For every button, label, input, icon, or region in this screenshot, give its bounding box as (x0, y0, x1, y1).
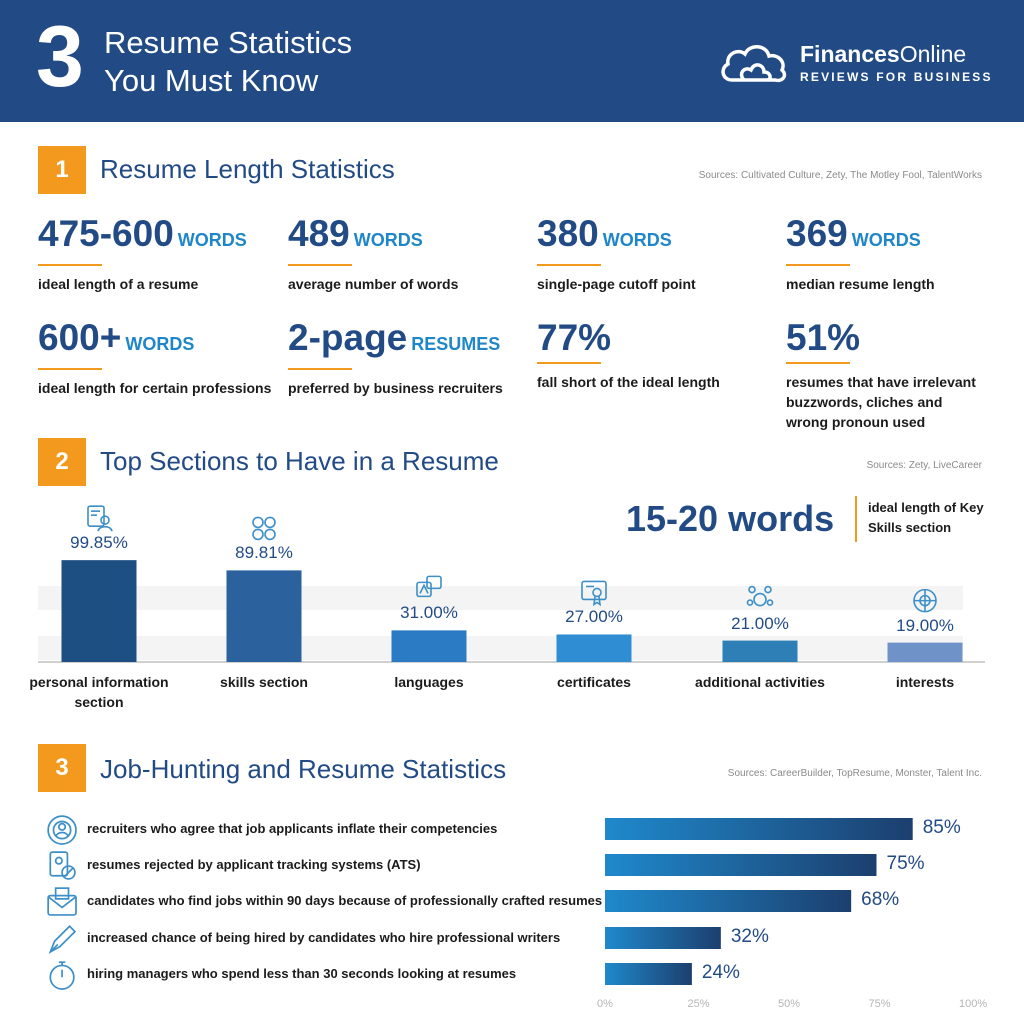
section-1-badge: 1 (38, 146, 86, 194)
x-axis-tick: 50% (778, 998, 801, 1010)
section-3-title: Job-Hunting and Resume Statistics (100, 754, 507, 784)
row-label: hiring managers who spend less than 30 seconds looking at resumes (87, 966, 517, 981)
section-2-badge: 2 (38, 438, 86, 486)
key-skills-value: 15-20 words (626, 498, 835, 539)
section-3-source: Sources: CareerBuilder, TopResume, Monster, Talent Inc. (727, 768, 982, 779)
stat-description: ideal length for certain professions (38, 380, 272, 396)
stat-description: average number of words (288, 276, 459, 292)
row-label: candidates who find jobs within 90 days because of professionally crafted resumes (87, 893, 603, 908)
stat-number: 489 (288, 213, 350, 254)
bar-category-label: certificates (557, 674, 631, 690)
x-axis-tick: 0% (597, 998, 613, 1010)
stat-number: 369 (786, 213, 848, 254)
brand-tagline: REVIEWS FOR BUSINESS (800, 70, 993, 84)
stat-description: resumes that have irrelevant buzzwords, cliches and wrong pronoun used (786, 374, 976, 430)
brand-name: FinancesOnline (800, 41, 967, 67)
stat-description: preferred by business recruiters (288, 380, 503, 396)
row-label: recruiters who agree that job applicants inflate their competencies (87, 821, 498, 836)
stopwatch-icon (50, 962, 74, 989)
hbar-value-label: 85% (922, 817, 961, 838)
stat-number: 475-600 (38, 213, 174, 254)
hbar-3 (605, 927, 721, 949)
section-1-title: Resume Length Statistics (100, 154, 395, 184)
bar-value-label: 89.81% (235, 543, 293, 563)
envelope-icon (48, 888, 76, 915)
x-axis-tick: 100% (959, 998, 988, 1010)
bar-value-label: 21.00% (731, 613, 789, 633)
bar-category-label: interests (895, 674, 955, 690)
target-person-icon (48, 816, 76, 844)
header-title: Resume Statistics You Must Know (104, 25, 353, 98)
section-3-badge: 3 (38, 744, 86, 792)
pen-nib-icon (50, 926, 75, 952)
hbar-0 (605, 818, 913, 840)
bar-value-label: 27.00% (565, 607, 623, 627)
hbar-value-label: 68% (861, 889, 900, 910)
bar-category-label: skills section (220, 674, 308, 690)
hbar-value-label: 32% (730, 926, 769, 947)
bar-category-label: personal information section (29, 674, 169, 710)
stat-unit: WORDS (177, 230, 247, 250)
stat-description: ideal length of a resume (38, 276, 199, 292)
rejected-document-icon (50, 852, 75, 879)
row-label: resumes rejected by applicant tracking systems (ATS) (87, 857, 421, 872)
bar-value-label: 19.00% (896, 615, 954, 635)
stat-unit: RESUMES (411, 334, 501, 354)
hbar-2 (605, 890, 851, 912)
bar-category-label: additional activities (695, 674, 825, 690)
bar-value-label: 99.85% (70, 533, 128, 553)
hbar-value-label: 75% (886, 853, 925, 874)
row-label: increased chance of being hired by candidates who hire professional writers (87, 930, 561, 945)
stat-unit: WORDS (602, 230, 672, 250)
stat-unit: WORDS (125, 334, 195, 354)
section-1-source: Sources: Cultivated Culture, Zety, The Motley Fool, TalentWorks (698, 170, 982, 181)
stat-description: median resume length (786, 276, 935, 292)
section-2-title: Top Sections to Have in a Resume (100, 446, 499, 476)
x-axis-tick: 75% (868, 998, 891, 1010)
stat-description: fall short of the ideal length (537, 374, 720, 390)
hbar-4 (605, 963, 692, 985)
hbar-value-label: 24% (701, 962, 740, 983)
bar-value-label: 31.00% (400, 603, 458, 623)
section-2-source: Sources: Zety, LiveCareer (866, 460, 982, 471)
stat-unit: WORDS (353, 230, 423, 250)
key-skills-desc: ideal length of Key Skills section (868, 500, 984, 535)
stat-description: single-page cutoff point (537, 276, 696, 292)
bar-category-label: languages (394, 674, 464, 690)
stat-unit: WORDS (851, 230, 921, 250)
stat-number: 2-page (288, 317, 408, 358)
stat-number: 77% (537, 317, 612, 358)
x-axis-tick: 25% (687, 998, 710, 1010)
header-number: 3 (36, 9, 84, 105)
stat-number: 600+ (38, 317, 122, 358)
hbar-1 (605, 854, 877, 876)
stat-number: 380 (537, 213, 599, 254)
stat-number: 51% (786, 317, 861, 358)
